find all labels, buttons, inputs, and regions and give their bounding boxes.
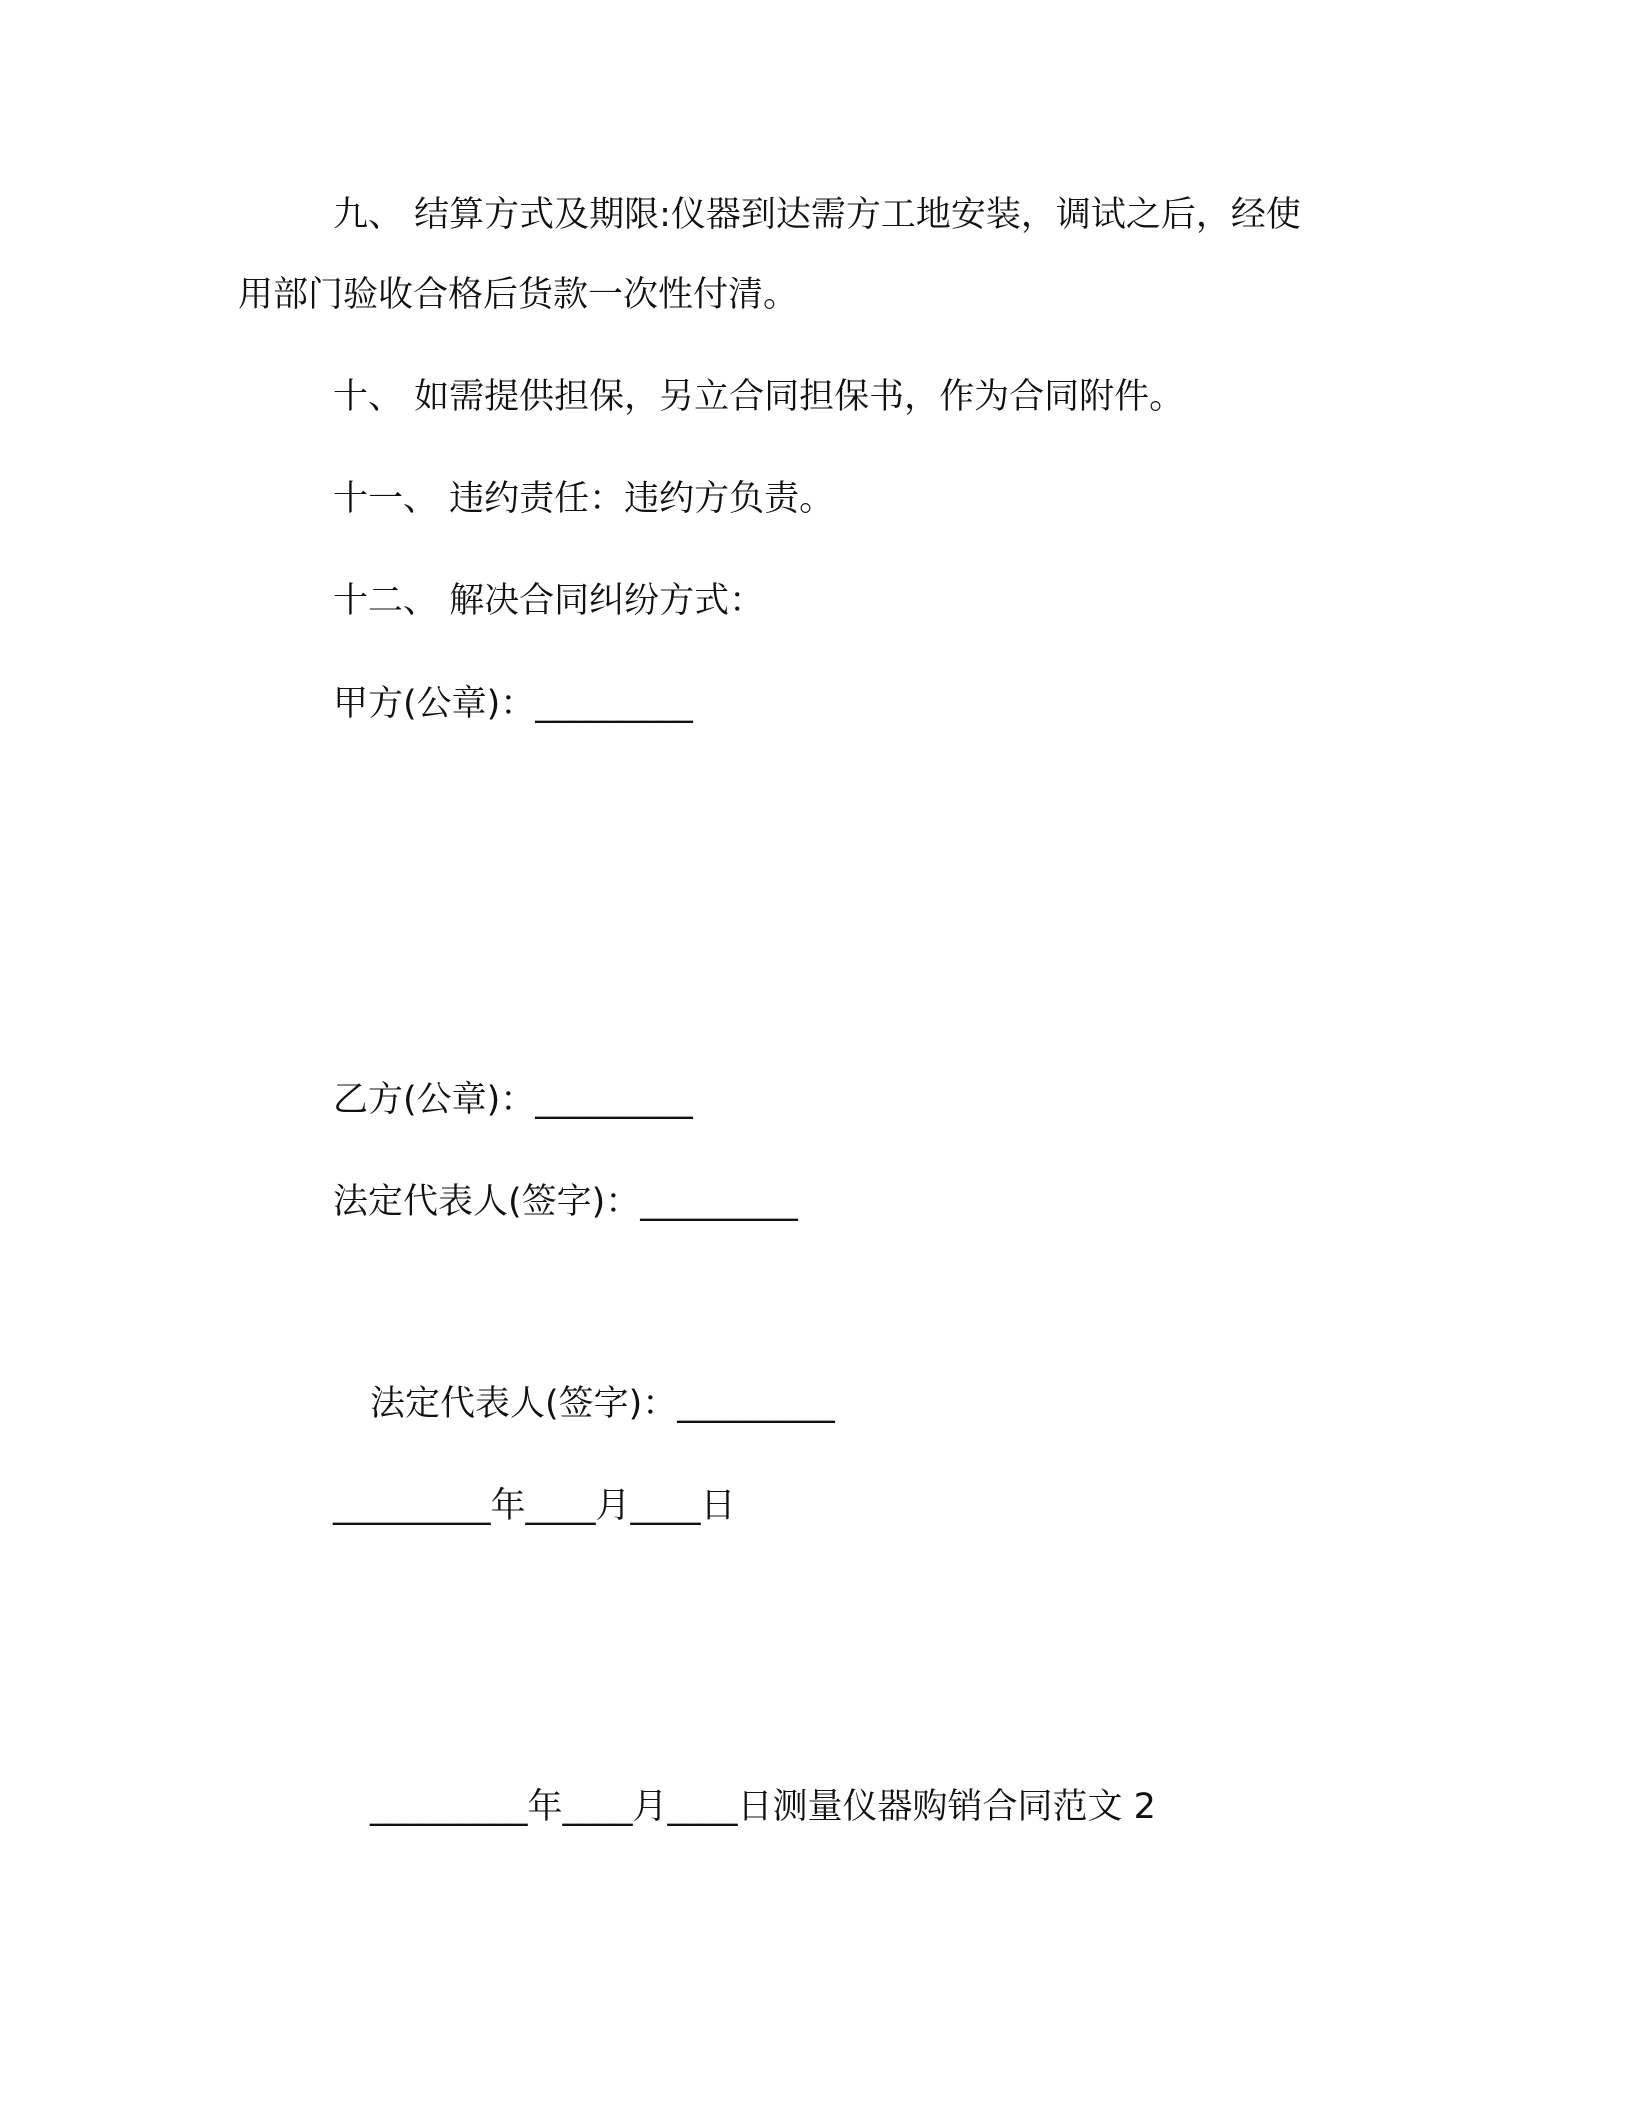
clause-10: 十、 如需提供担保，另立合同担保书，作为合同附件。 [333, 377, 1185, 417]
clause-11: 十一、 违约责任：违约方负责。 [333, 479, 835, 519]
clause-12: 十二、 解决合同纠纷方式： [333, 581, 765, 621]
party-b-seal-line: 乙方(公章)：_________ [333, 1080, 693, 1120]
clause-9-line-2: 用部门验收合格后货款一次性付清。 [238, 275, 799, 315]
legal-representative-signature-1: 法定代表人(签字)：_________ [333, 1182, 798, 1222]
party-a-seal-line: 甲方(公章)：_________ [333, 684, 693, 724]
legal-representative-signature-2: 法定代表人(签字)：_________ [370, 1384, 835, 1424]
date-and-next-title-line: _________年____月____日测量仪器购销合同范文 2 [370, 1787, 1156, 1827]
clause-9-line-1: 九、 结算方式及期限:仪器到达需方工地安装，调试之后，经使 [333, 195, 1301, 235]
date-line: _________年____月____日 [333, 1486, 736, 1526]
